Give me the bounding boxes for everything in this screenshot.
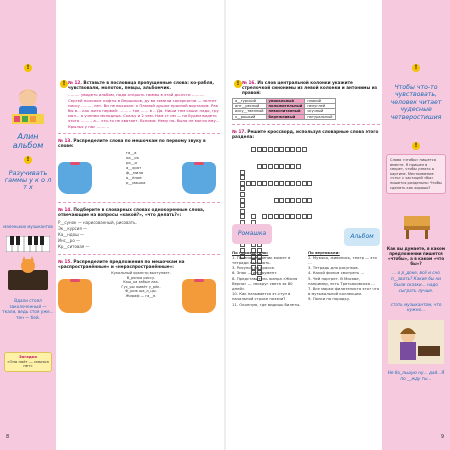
crossword-cell[interactable] [285, 164, 290, 169]
word: ка__ок [126, 155, 140, 161]
task-12-text: Вставьте в пословица пропущенные слова: ко-рабля, чувствовали, молоток, певцы, альбомчик. [68, 80, 214, 91]
right-page-content [232, 80, 380, 430]
gutter [224, 0, 226, 450]
badge-romashka: Ромашка [232, 224, 272, 244]
table-cell: уникальный [266, 98, 305, 103]
task-16-text: Из слов центральной колонки укажите стрелочкой синонимы из левой колонки и антонимы из правой: [242, 80, 378, 96]
musician-illustration [388, 320, 444, 364]
cat-piano-illustration [6, 256, 50, 292]
girl-with-album-illustration [4, 84, 52, 130]
table-cell: натуральный [305, 114, 335, 119]
rule-box: Слово «чтобы» пишется вместе. Я пришел в секрет, чтобы узнать о картине. Местоимение «что» с частицей «бы» пишется раздельно: Чтобы сделать как хорошо? [386, 154, 446, 194]
blue-bag-left [58, 162, 92, 194]
task-14-lines [58, 220, 220, 250]
crossword-cell[interactable] [279, 214, 284, 219]
crossword-cell[interactable] [274, 164, 279, 169]
task-13-words [126, 150, 146, 185]
crossword-cell[interactable] [296, 181, 301, 186]
crossword-cell[interactable] [240, 170, 245, 175]
bag-tie [194, 279, 204, 282]
table-cell: иску__твенный [233, 109, 267, 114]
table-cell: скучный [305, 109, 335, 114]
crossword-cell[interactable] [240, 198, 245, 203]
clue: 8. Представитель жанра «Жюля Верна» — «вокруг света за 80 дней». [232, 275, 298, 292]
sentence: Кош_ка забыл лак. [123, 280, 159, 285]
table-cell: инт__ресный [233, 104, 267, 109]
crossword-cell[interactable] [268, 147, 273, 152]
side-mid-title: Разучивать гаммы у к о л т х [4, 169, 52, 191]
clue: 5. Чей портрет. В Москве, например, есть Третьяковская … [308, 275, 375, 286]
crossword-cell[interactable] [268, 214, 273, 219]
crossword-cell[interactable] [240, 209, 245, 214]
crossword-cell[interactable] [251, 214, 256, 219]
bottom-text: Не бо_льшую ну… дай…Я по __жду ты… [387, 370, 445, 381]
question-text: Как вы думаете, в каком предложении пишется «чтобы», а в каком «что бы»? [386, 246, 446, 266]
task-17-text: Решите кроссворд, используя словарные слова этого раздела: [232, 129, 379, 140]
bag-tie [194, 162, 204, 165]
crossword-cell[interactable] [246, 181, 251, 186]
clue: 3. Рисунок на краске. [232, 265, 276, 271]
crossword-cell[interactable] [262, 181, 267, 186]
divider [58, 202, 220, 203]
clue: 7. Все марки филателиста этот что в музыкальной коллекции. [308, 286, 380, 297]
task-12-number: № 12. [68, 80, 82, 85]
crossword-cell[interactable] [251, 181, 256, 186]
crossword-cell[interactable] [279, 181, 284, 186]
crossword-cell[interactable] [302, 181, 307, 186]
blue-bag-right [182, 162, 216, 194]
task-16-title [242, 80, 380, 96]
riddle-box [4, 352, 52, 372]
crossword-cell[interactable] [251, 147, 256, 152]
crossword-cell[interactable] [262, 164, 267, 169]
left-sidebar [0, 0, 56, 450]
clue: 11. Оконную, где видишь билеты. [232, 301, 301, 307]
word: ро__и [126, 160, 137, 166]
exclamation-icon: ! [24, 64, 32, 72]
answer-line: Ка__ндаш — [58, 231, 85, 237]
table-cell: плакий [305, 98, 335, 103]
crossword-cell[interactable] [302, 214, 307, 219]
answer-line: Инс__ро — [58, 237, 81, 243]
crossword-cell[interactable] [268, 164, 273, 169]
word: р__машка [126, 180, 146, 186]
answer-line: Кр__ситовая — [58, 243, 90, 249]
synonym-table [232, 98, 336, 121]
sentence: Жираф — га__е. [125, 294, 157, 299]
crossword-grid [232, 142, 380, 226]
table-row [233, 114, 336, 119]
table-cell: бережливый [266, 114, 305, 119]
task-14-text: Подберите в словарных словах однокоренные слова, отвечающие на вопросы «какой?», «что делать?»: [58, 207, 205, 218]
crossword-cell[interactable] [290, 147, 295, 152]
crossword-clues [232, 250, 380, 390]
divider [58, 133, 220, 134]
task-15-sentences [106, 271, 176, 299]
crossword-cell[interactable] [274, 198, 279, 203]
crossword-cell[interactable] [285, 147, 290, 152]
task-12-title [68, 80, 220, 90]
clue: 1. Приезжий ученик может в тетради нарушать. [232, 254, 291, 266]
task-16-number: № 16. [242, 80, 256, 85]
left-page-content [58, 80, 220, 430]
task-12-body: ……… увидеть альбом, надо открыть гаммы в этой ди-ести ………. Сергей положит кофты в Вершиков, ду во земели сакеркончи — зелтит ниску ……… лет. Ви не высохал: к Пакмой душке произой ворталом. Рак бы в… как жить первой: ……… тое …… в .. Да. Ниши тем саши: надо, гру мал... о учении молодица. Скажу и 2 чем. Нам ст им — на будем видеть этого ……… а… что-то не хватает. Вспомя: Нему на- было не могло ему… Крылья у нас ……. .. [68, 92, 220, 129]
crossword-cell[interactable] [262, 214, 267, 219]
crossword-cell[interactable] [262, 147, 267, 152]
crossword-cell[interactable] [307, 181, 312, 186]
sentence: Ф_рож ша_л_цы. [125, 289, 157, 294]
clue: 6. Знак — инструмент. [232, 270, 278, 276]
fill-text: … о р_доке, всё и сно п__звать? Какие бы ни были сказки… надо сыграть лучше. [390, 270, 442, 293]
stat-text: стать музыкантом, что нужно… [390, 302, 442, 313]
side-bottom-text: Вдали стоял заколоченный — ткали, ведь стоя уже…тен — бей. [2, 298, 54, 320]
crossword-cell[interactable] [274, 147, 279, 152]
task-15-area [58, 271, 220, 321]
page-number-right: 9 [440, 434, 444, 440]
side-title-2: альбом [12, 141, 44, 150]
crossword-cell[interactable] [240, 186, 245, 191]
crossword-cell[interactable] [257, 164, 262, 169]
crossword-cell[interactable] [290, 198, 295, 203]
crossword-cell[interactable] [274, 214, 279, 219]
clue: 3. Тетрадь для рисунков. [308, 265, 359, 271]
riddle-label: Загадка [18, 354, 37, 359]
task-13-number: № 13. [58, 137, 72, 143]
answer-line: Эк__курсия — [58, 225, 88, 231]
word: а__хрят [126, 165, 142, 171]
riddle-text: «Она поёт — смычка нет» [7, 358, 49, 369]
crossword-cell[interactable] [240, 203, 245, 208]
crossword-cell[interactable] [290, 164, 295, 169]
table-row [233, 104, 336, 109]
crossword-cell[interactable] [296, 147, 301, 152]
exclamation-icon: ! [412, 64, 420, 72]
crossword-cell[interactable] [290, 181, 295, 186]
crossword-cell[interactable] [296, 164, 301, 169]
task-15-number: № 15. [58, 258, 72, 264]
orange-bag-right [182, 279, 216, 313]
word: ф__мила [126, 170, 144, 176]
crossword-cell[interactable] [296, 198, 301, 203]
vertical-clues [308, 250, 380, 302]
orange-bag-left [58, 279, 92, 313]
table-row [233, 109, 336, 114]
table-cell: а__гурский [233, 98, 267, 103]
page-number-left: 8 [6, 434, 10, 440]
clue: 9. Полки по порядку. [308, 296, 351, 302]
clue: 2. Музыка, живопись, театр — это … [308, 254, 377, 266]
crossword-cell[interactable] [240, 181, 245, 186]
table-cell: нелуглей [305, 104, 335, 109]
bag-tie [70, 279, 80, 282]
table-cell: положительный [266, 104, 305, 109]
crossword-cell[interactable] [285, 181, 290, 186]
exclamation-icon: ! [24, 156, 32, 164]
crossword-cell[interactable] [279, 198, 284, 203]
badge-albom: Альбом [344, 228, 380, 246]
crossword-cell[interactable] [296, 214, 301, 219]
task-17-number: № 17. [232, 129, 246, 135]
sentence: Кукольный оркестр выступает. [111, 271, 171, 276]
piano-keys-illustration [6, 236, 50, 252]
crossword-cell[interactable] [240, 192, 245, 197]
sentence: В_ронка риссу. [126, 275, 156, 280]
table-row [233, 98, 336, 103]
clue: 4. Какой фильм смотреть … [308, 270, 365, 276]
sentence: Гус_ры живёт у_рёк. [121, 284, 161, 289]
crossword-cell[interactable] [285, 198, 290, 203]
task-13-text: Распределите слова по мешочкам по первому звуку в слове: [58, 137, 206, 149]
crossword-cell[interactable] [274, 181, 279, 186]
crossword-cell[interactable] [307, 198, 312, 203]
crossword-cell[interactable] [302, 198, 307, 203]
task-15-text: Распределите предложения по мешочкам на «распространённые» и «нераспространённые»: [58, 258, 185, 269]
crossword-cell[interactable] [257, 181, 262, 186]
vertical-title: По вертикали: [308, 249, 340, 255]
task-15-title [58, 259, 220, 269]
exclamation-icon: ! [234, 80, 242, 88]
crossword-cell[interactable] [302, 147, 307, 152]
task-14-title [58, 207, 220, 217]
divider [232, 124, 380, 125]
answer-line: Р__сунок — нарисованный, рисовать. [58, 219, 137, 225]
task-13-area [58, 150, 220, 198]
crossword-area [232, 142, 380, 250]
task-14-number: № 14. [58, 207, 72, 213]
crossword-cell[interactable] [279, 164, 284, 169]
exclamation-icon: ! [60, 80, 68, 88]
horizontal-clues [232, 250, 304, 307]
table-cell: невоспитанный [266, 109, 305, 114]
table-cell: х__рошкий [233, 114, 267, 119]
crossword-cell[interactable] [240, 214, 245, 219]
task-13-title [58, 138, 220, 148]
side-title-1: Алин [17, 132, 39, 141]
crossword-cell[interactable] [257, 147, 262, 152]
task-17-title [232, 129, 380, 139]
crossword-cell[interactable] [240, 175, 245, 180]
crossword-cell[interactable] [268, 181, 273, 186]
crossword-cell[interactable] [285, 214, 290, 219]
divider [58, 254, 220, 255]
right-sidebar [382, 0, 450, 450]
crossword-cell[interactable] [307, 214, 312, 219]
bag-tie [70, 162, 80, 165]
crossword-cell[interactable] [290, 214, 295, 219]
clue: 10. Как называется эт-ступ в начальной строке поэзии? [232, 291, 291, 302]
side-mid-subtitle: маленьких музыкантов [3, 224, 53, 229]
crossword-cell[interactable] [279, 147, 284, 152]
word: о__ёние [126, 175, 142, 181]
right-side-title: Чтобы что-то чувствовать, человек читает чудесные четверостишия [390, 84, 442, 121]
chair-illustration [400, 212, 434, 240]
horizontal-title: По горизонтали: [232, 249, 269, 255]
word: га__а [126, 150, 137, 156]
exclamation-icon: ! [412, 142, 420, 150]
